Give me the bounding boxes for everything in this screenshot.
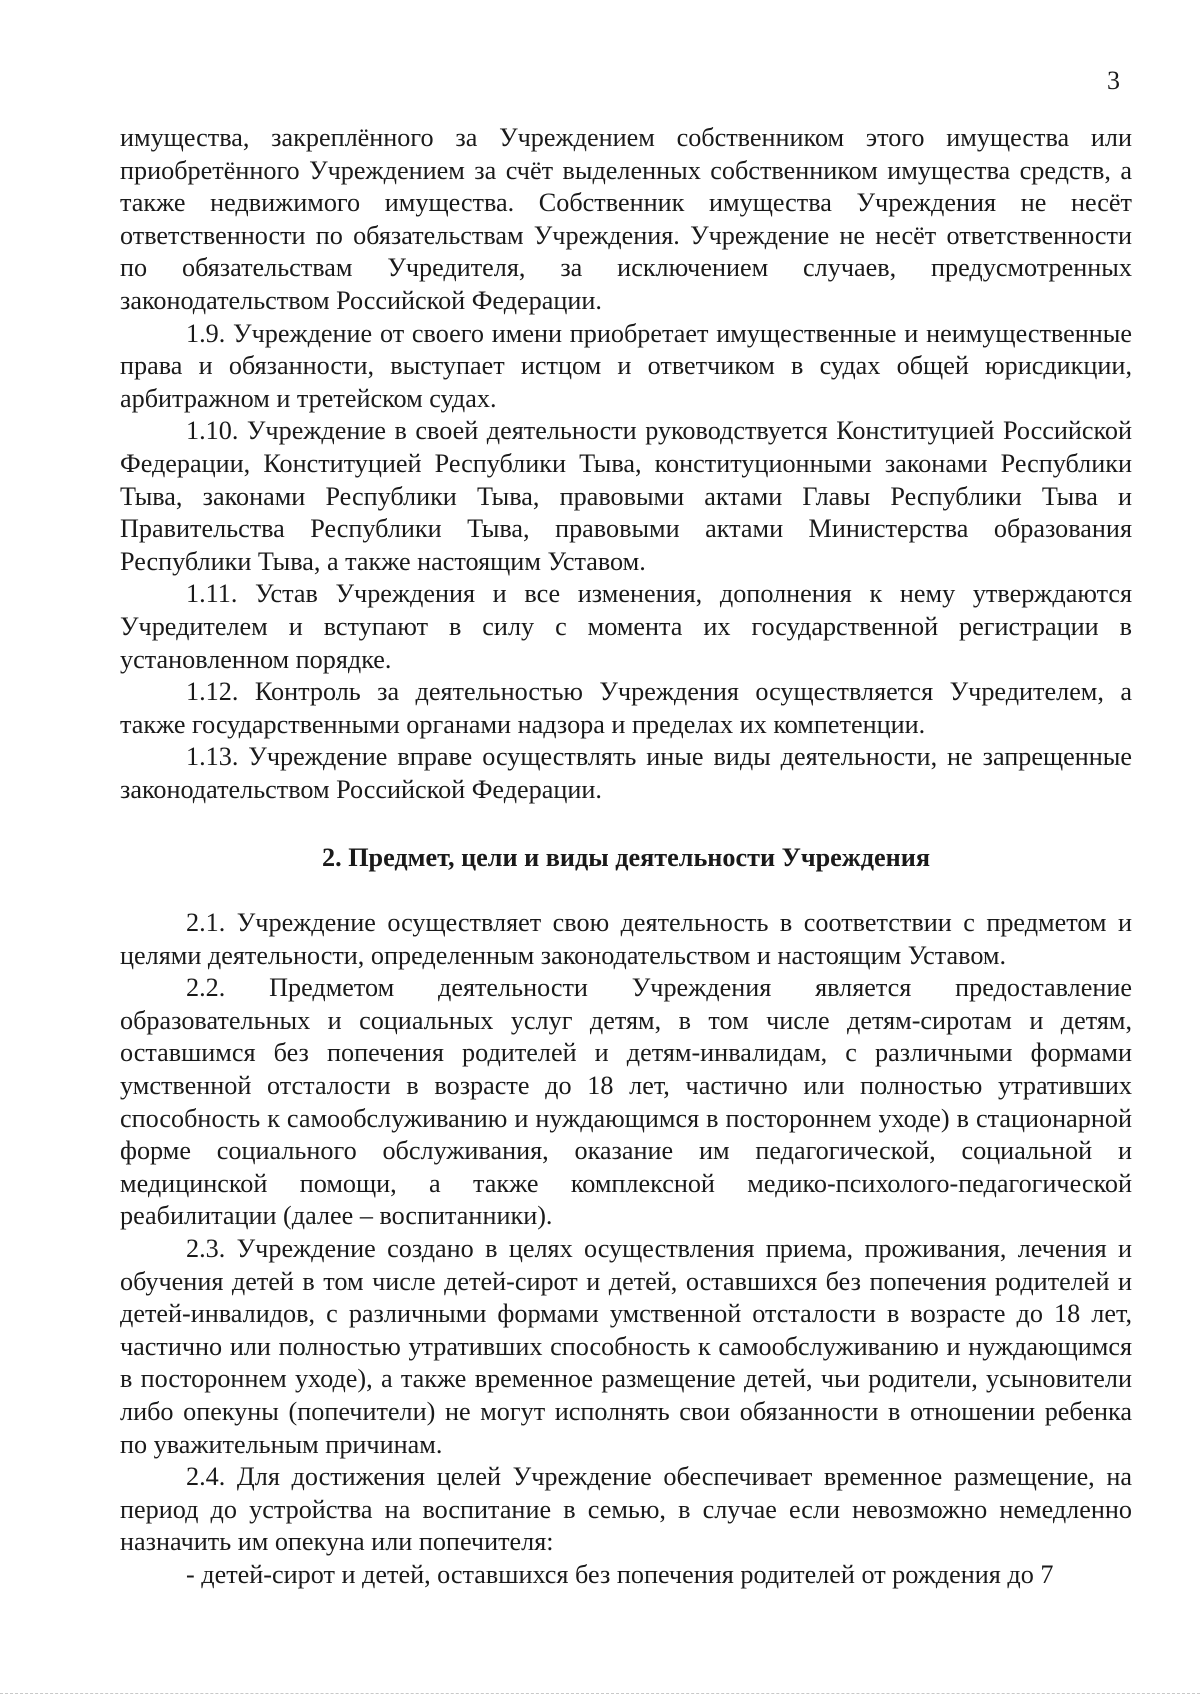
paragraph-1-10: 1.10. Учреждение в своей деятельности руководствуется Конституцией Российской Федерации, Конституцией Республики Тыва, конституционными законами Республики Тыва, законами Республики Тыва, правовыми актами Главы Республики Тыва и Правительства Республики Тыва, правовыми актами Министерства образования Республики Тыва, а также настоящим Уставом. xyxy=(120,416,1132,576)
paragraph-2-3: 2.3. Учреждение создано в целях осуществления приема, проживания, лечения и обучения детей в том числе детей-сирот и детей, оставшихся без попечения родителей и детей-инвалидов, с различными формами умственной отсталости в возрасте до 18 лет, частично или полностью утративших способность к самообслуживанию и нуждающимся в постороннем уходе), а также временное размещение детей, чьи родители, усыновители либо опекуны (попечители) не могут исполнять свои обязанности в отношении ребенка по уважительным причинам. xyxy=(120,1234,1132,1459)
paragraph-1-11: 1.11. Устав Учреждения и все изменения, дополнения к нему утверждаются Учредителем и вступают в силу с момента их государственной регистрации в установленном порядке. xyxy=(120,579,1132,674)
paragraph-1-13: 1.13. Учреждение вправе осуществлять иные виды деятельности, не запрещенные законодательством Российской Федерации. xyxy=(120,742,1132,804)
paragraph-2-4-list-item: - детей-сирот и детей, оставшихся без попечения родителей от рождения до 7 xyxy=(186,1559,1054,1589)
paragraph-2-2: 2.2. Предметом деятельности Учреждения является предоставление образовательных и социальных услуг детям, в том числе детям-сиротам и детям, оставшимся без попечения родителей и детям-инвалидам, с различными формами умственной отсталости в возрасте до 18 лет, частично или полностью утративших способность к самообслуживанию и нуждающимся в постороннем уходе) в стационарной форме социального обслуживания, оказание им педагогической, социальной и медицинской помощи, а также комплексной медико-психолого-педагогической реабилитации (далее – воспитанники). xyxy=(120,973,1132,1231)
scan-edge-line xyxy=(0,1693,1200,1694)
paragraph-1-12: 1.12. Контроль за деятельностью Учреждения осуществляется Учредителем, а также государственными органами надзора и пределах их компетенции. xyxy=(120,677,1132,739)
page-number: 3 xyxy=(1107,66,1120,95)
paragraph-1-9: 1.9. Учреждение от своего имени приобретает имущественные и неимущественные права и обязанности, выступает истцом и ответчиком в судах общей юрисдикции, арбитражном и третейском судах. xyxy=(120,318,1132,413)
paragraph-continuation: имущества, закреплённого за Учреждением собственником этого имущества или приобретённого Учреждением за счёт выделенных собственником имущества средств, а также недвижимого имущества. Собственник имущества Учреждения не несёт ответственности по обязательствам Учреждения. Учреждение не несёт ответственности по обязательствам Учредителя, за исключением случаев, предусмотренных законодательством Российской Федерации. xyxy=(120,123,1132,315)
paragraph-2-1: 2.1. Учреждение осуществляет свою деятельность в соответствии с предметом и целями деятельности, определенным законодательством и настоящим Уставом. xyxy=(120,908,1132,970)
section-2-heading: 2. Предмет, цели и виды деятельности Учреждения xyxy=(322,843,930,873)
document-body xyxy=(120,122,1132,1592)
paragraph-2-4: 2.4. Для достижения целей Учреждение обеспечивает временное размещение, на период до устройства на воспитание в семью, в случае если невозможно немедленно назначить им опекуна или попечителя: xyxy=(120,1462,1132,1557)
